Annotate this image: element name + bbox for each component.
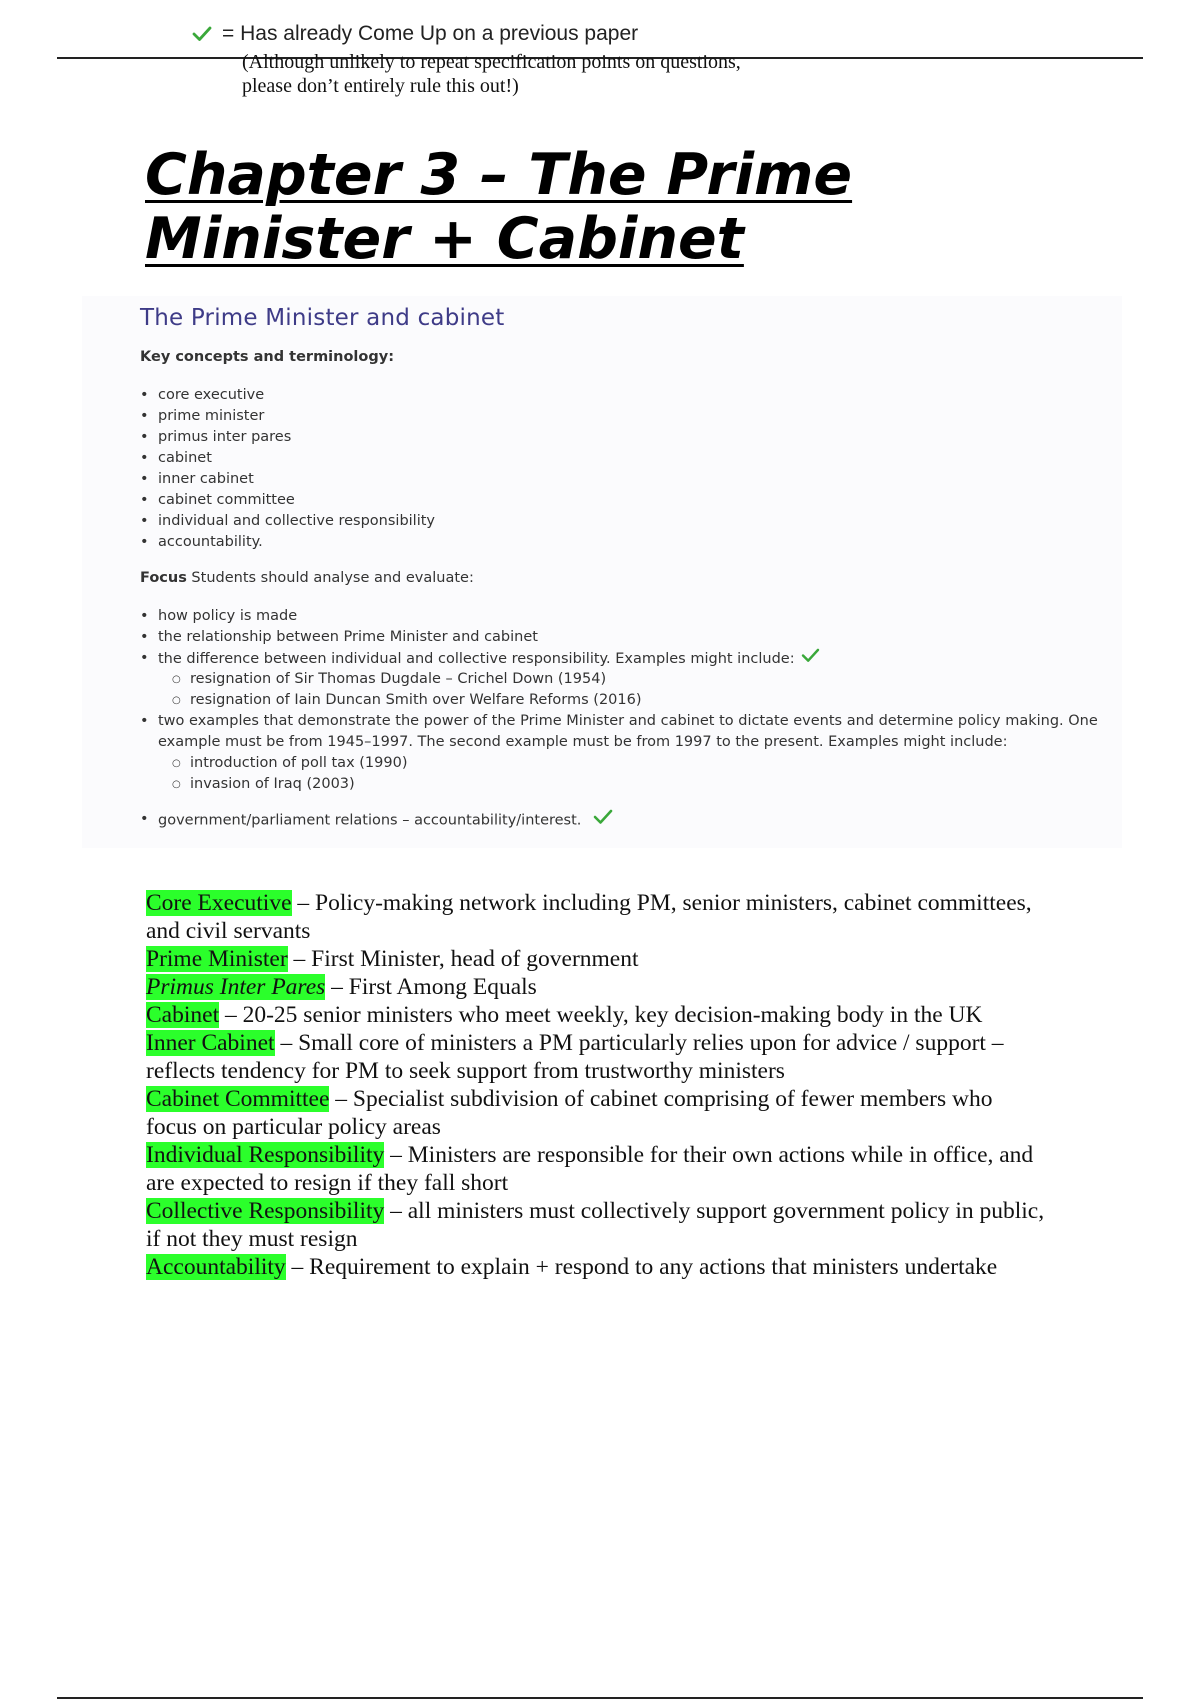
focus-item-text: the relationship between Prime Minister and cabinet — [158, 629, 538, 645]
focus-item-text: government/parliament relations – accountability/interest. — [158, 812, 582, 829]
list-subitem — [140, 774, 1138, 795]
focus-subitem-text: introduction of poll tax (1990) — [190, 755, 408, 771]
list-item — [140, 606, 1138, 627]
list-item: • cabinet committee — [140, 490, 435, 511]
definition-entry — [146, 1029, 1046, 1085]
footer-rule — [57, 1697, 1143, 1699]
definition-entry — [146, 1141, 1046, 1197]
definition-text: – First Minister, head of government — [287, 946, 639, 972]
list-subitem — [140, 669, 1138, 690]
checkmark-icon — [801, 648, 820, 670]
definition-text: – Ministers are responsible for their own actions while in office, and are expected to resign if they fall short — [146, 1142, 1034, 1196]
key-concepts-list — [140, 385, 435, 553]
focus-list-last — [140, 809, 613, 830]
chapter-title-line2: Minister + Cabinet — [145, 206, 744, 272]
definition-term: Cabinet Committee — [146, 1086, 330, 1112]
legend-note-line1: (Although unlikely to repeat specification points on questions, — [242, 51, 741, 73]
definition-entry — [146, 973, 1046, 1001]
list-subitem — [140, 753, 1138, 774]
chapter-title-line1: Chapter 3 – The Prime — [145, 142, 853, 208]
list-subitem — [140, 690, 1138, 711]
list-item: • primus inter pares — [140, 427, 435, 448]
definition-term: Individual Responsibility — [146, 1142, 385, 1168]
focus-item-text: the difference between individual and collective responsibility. Examples might include: — [158, 651, 795, 667]
definition-text: – 20-25 senior ministers who meet weekly, key decision-making body in the UK — [219, 1002, 983, 1028]
definition-term: Core Executive — [146, 890, 292, 916]
focus-subitem-text: resignation of Iain Duncan Smith over Welfare Reforms (2016) — [190, 692, 642, 708]
definition-text: – all ministers must collectively support government policy in public, if not they must resign — [146, 1198, 1045, 1252]
list-item: • core executive — [140, 385, 435, 406]
definition-text: – Requirement to explain + respond to any actions that ministers undertake — [285, 1254, 998, 1280]
focus-list — [140, 606, 1138, 795]
definition-term: Inner Cabinet — [146, 1030, 275, 1056]
legend-line — [192, 22, 638, 46]
list-item — [140, 711, 1138, 753]
definition-text: – Policy-making network including PM, senior ministers, cabinet committees, and civil servants — [146, 890, 1032, 944]
definition-term: Prime Minister — [146, 946, 288, 972]
legend-note-line2: please don’t entirely rule this out!) — [242, 75, 519, 97]
spec-heading: The Prime Minister and cabinet — [140, 305, 505, 331]
spec-subheading: Key concepts and terminology: — [140, 349, 394, 365]
definition-term: Cabinet — [146, 1002, 220, 1028]
list-item: • inner cabinet — [140, 469, 435, 490]
definition-text: – Specialist subdivision of cabinet comprising of fewer members who focus on particular policy areas — [146, 1086, 993, 1140]
focus-label: Focus — [140, 570, 187, 586]
list-item: • accountability. — [140, 532, 435, 553]
list-item: • prime minister — [140, 406, 435, 427]
definitions-section — [146, 889, 1046, 1281]
definition-entry — [146, 1197, 1046, 1253]
list-item — [140, 627, 1138, 648]
focus-subitem-text: invasion of Iraq (2003) — [190, 776, 355, 792]
list-item: • cabinet — [140, 448, 435, 469]
list-item — [140, 809, 613, 830]
checkmark-icon — [192, 26, 212, 42]
definition-entry — [146, 1085, 1046, 1141]
definition-entry — [146, 945, 1046, 973]
legend-meaning: = Has already Come Up on a previous paper — [222, 22, 639, 45]
definition-term: Primus Inter Pares — [146, 974, 326, 1000]
definition-text: – First Among Equals — [325, 974, 537, 1000]
chapter-title — [145, 143, 905, 271]
checkmark-icon — [593, 809, 613, 832]
definition-entry — [146, 1253, 1046, 1281]
definition-entry — [146, 889, 1046, 945]
focus-line — [140, 570, 474, 586]
definition-term: Accountability — [146, 1254, 286, 1280]
focus-item-text: how policy is made — [158, 608, 298, 624]
definition-entry — [146, 1001, 1046, 1029]
definition-text: – Small core of ministers a PM particularly relies upon for advice / support – reflects tendency for PM to seek support from trustworthy ministers — [146, 1030, 1004, 1084]
legend-note — [242, 50, 741, 98]
focus-item-text: two examples that demonstrate the power of the Prime Minister and cabinet to dictate events and determine policy making. One example must be from 1945–1997. The second example must be from 1997 to the present. Examples might include: — [158, 713, 1098, 750]
definition-term: Collective Responsibility — [146, 1198, 385, 1224]
focus-subitem-text: resignation of Sir Thomas Dugdale – Crichel Down (1954) — [190, 671, 607, 687]
list-item: • individual and collective responsibility — [140, 511, 435, 532]
focus-text: Students should analyse and evaluate: — [186, 570, 474, 586]
list-item — [140, 648, 1138, 669]
